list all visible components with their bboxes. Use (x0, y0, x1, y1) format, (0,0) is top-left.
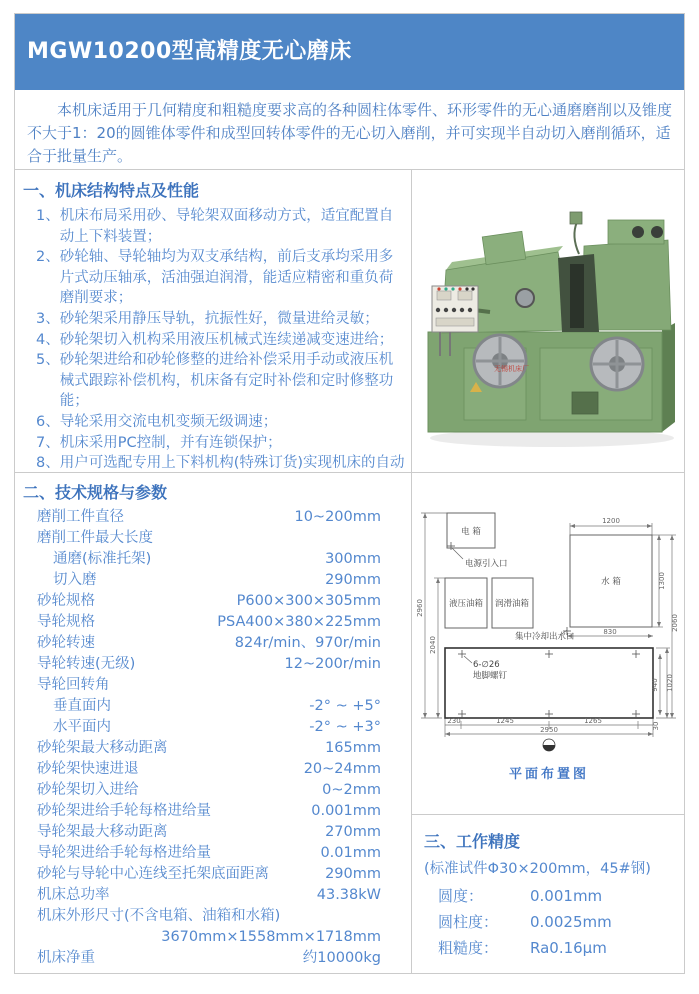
dim-1245: 1245 (496, 717, 514, 725)
spec-label: 导轮回转角 (37, 677, 110, 693)
spec-label: 机床外形尺寸(不含电箱、油箱和水箱) (37, 908, 281, 924)
spec-label: 砂轮转速 (37, 635, 95, 651)
feature-number: 4、 (36, 331, 60, 348)
spec-row (37, 549, 381, 570)
feature-text: 机床布局采用砂、导轮架双面移动方式，适宜配置自动上下料装置； (59, 208, 394, 245)
spec-row (37, 612, 381, 633)
document-page (14, 13, 685, 974)
accuracy-value: Ra0.16μm (530, 939, 607, 957)
spec-row (37, 507, 381, 528)
spec-value: 824r/min、970r/min (234, 635, 381, 651)
title-bar (15, 14, 684, 90)
spec-value: PSA400×380×225mm (217, 614, 381, 630)
features-heading: 一、机床结构特点及性能 (23, 181, 200, 200)
feature-text: 导轮采用交流电机变频无级调速； (59, 413, 278, 430)
machine-footprint (445, 648, 653, 718)
specs-table (23, 507, 411, 969)
dim-830: 830 (603, 628, 617, 636)
feature-item (23, 412, 405, 433)
dim-2960: 2960 (416, 599, 424, 617)
feature-number: 1、 (36, 208, 60, 224)
feature-text: 砂轮架切入机构采用液压机械式连续递减变速进给； (59, 331, 394, 348)
electric-box-label: 电 箱 (461, 527, 481, 537)
spec-row (37, 927, 381, 948)
accuracy-label: 粗糙度： (438, 939, 499, 957)
dim-2950: 2950 (540, 726, 558, 734)
spec-label: 磨削工件最大长度 (37, 530, 153, 546)
spec-label: 机床净重 (37, 950, 95, 966)
feature-item (23, 330, 405, 351)
spec-row (37, 654, 381, 675)
spec-label: 砂轮与导轮中心连线至托架底面距离 (37, 866, 269, 882)
feature-item (23, 309, 405, 330)
spec-value: 290mm (325, 572, 381, 588)
spec-row (37, 801, 381, 822)
feature-number: 8、 (36, 455, 60, 472)
dim-30: 30 (652, 721, 660, 731)
specs-section (15, 473, 412, 973)
feature-text: 机床采用PC控制，并有连锁保护； (59, 434, 282, 451)
spec-value: P600×300×305mm (236, 593, 381, 609)
spec-label: 导轮架最大移动距离 (37, 824, 168, 840)
feature-text: 砂轮轴、导轮轴均为双支承结构，前后支承均采用多片式动压轴承，活油强迫润滑，能适应精密和重负荷磨削要求； (59, 249, 394, 307)
brand-text: 无锡机床厂 (494, 365, 529, 373)
spec-row (37, 570, 381, 591)
page-title: MGW10200型高精度无心磨床 (27, 39, 352, 64)
machine-photo-cell (412, 170, 684, 473)
feature-text: 用户可选配专用上下料机构(特殊订货)实现机床的自动 (59, 455, 405, 472)
spec-value: 10~200mm (294, 509, 381, 525)
spec-label: 砂轮规格 (37, 593, 95, 609)
spec-row (37, 864, 381, 885)
spec-value: 165mm (325, 740, 381, 756)
accuracy-value: 0.0025mm (530, 913, 612, 931)
spec-label: 通磨(标准托架) (53, 551, 152, 567)
spec-label: 砂轮架进给手轮每格进给量 (37, 803, 211, 819)
spec-value: 0~2mm (322, 782, 381, 798)
accuracy-label: 圆度： (438, 887, 484, 905)
spec-label: 磨削工件直径 (37, 509, 124, 525)
dim-1200: 1200 (602, 517, 620, 525)
feature-number: 6、 (36, 413, 60, 430)
specs-heading: 二、技术规格与参数 (23, 483, 168, 502)
feature-number: 2、 (36, 249, 60, 266)
right-handwheel (591, 338, 643, 390)
accuracy-table (424, 883, 676, 961)
intro-section (15, 90, 684, 170)
spec-label: 砂轮架快速进退 (37, 761, 139, 777)
diagram-caption: 平面布置图 (508, 767, 590, 782)
spec-value: 0.01mm (320, 845, 381, 861)
dim-1020: 1020 (666, 674, 674, 692)
left-handwheel (474, 335, 526, 387)
feature-item (23, 433, 405, 454)
feature-text: 砂轮架采用静压导轨，抗振性好，微量进给灵敏； (59, 310, 379, 327)
anchor-spec-label: 6-∅26 (473, 660, 500, 670)
spec-value: 290mm (325, 866, 381, 882)
machine-photo (412, 170, 684, 473)
spec-row (37, 885, 381, 906)
feature-item (23, 350, 405, 412)
dim-2040: 2040 (429, 636, 437, 654)
spec-row (37, 948, 381, 969)
spec-value: 270mm (325, 824, 381, 840)
feature-text: 砂轮架进给和砂轮修整的进给补偿采用手动或液压机械式跟踪补偿机构，机床备有定时补偿和定时修整功能； (59, 352, 394, 410)
dim-230: 230 (447, 717, 461, 725)
feature-number: 5、 (36, 352, 60, 369)
power-inlet-label: 电源引入口 (465, 559, 508, 569)
spec-value: 约10000kg (302, 950, 381, 966)
spec-label: 导轮规格 (37, 614, 95, 630)
spec-value: -2° ~ +5° (309, 698, 381, 714)
feature-item (23, 453, 405, 473)
spec-row (37, 528, 381, 549)
feature-number: 3、 (36, 310, 60, 327)
spec-row (37, 633, 381, 654)
accuracy-label: 圆柱度： (438, 913, 499, 931)
accuracy-section (412, 815, 684, 973)
spec-label: 机床总功率 (37, 887, 110, 903)
accuracy-row (424, 883, 676, 909)
lube-tank-label: 润滑油箱 (494, 599, 530, 609)
accuracy-row (424, 909, 676, 935)
spec-label: 垂直面内 (53, 698, 111, 714)
anchor-name-label: 地脚螺钉 (473, 671, 508, 681)
spec-value: 0.001mm (311, 803, 381, 819)
spec-value: 20~24mm (303, 761, 381, 777)
spec-row (37, 738, 381, 759)
dim-1300: 1300 (658, 572, 666, 590)
spec-value (280, 906, 381, 927)
spec-row (37, 675, 381, 696)
accuracy-row (424, 935, 676, 961)
dim-2060: 2060 (671, 614, 679, 632)
spec-label: 导轮架进给手轮每格进给量 (37, 845, 211, 861)
feature-item (23, 247, 405, 309)
features-section (15, 170, 412, 473)
spec-row (37, 843, 381, 864)
intro-paragraph: 本机床适用于几何精度和粗糙度要求高的各种圆柱体零件、环形零件的无心通磨磨削以及锥度不大于1：20的圆锥体零件和成型回转体零件的无心切入磨削，并可实现半自动切入磨削循环，适合于批量生产。 (27, 101, 673, 165)
spec-row (37, 759, 381, 780)
water-tank-label: 水 箱 (601, 577, 621, 587)
spec-value: 300mm (325, 551, 381, 567)
spec-label: 砂轮架最大移动距离 (37, 740, 168, 756)
spec-label: 切入磨 (53, 572, 97, 588)
hydraulic-tank-label: 液压油箱 (448, 599, 484, 609)
dim-940: 940 (651, 678, 659, 692)
spec-row (37, 780, 381, 801)
spec-value: 12~200r/min (284, 656, 381, 672)
spec-row (37, 822, 381, 843)
coolant-outlet-label: 集中冷却出水口 (515, 632, 575, 642)
datum-symbol (543, 739, 555, 751)
spec-value: 43.38kW (316, 887, 381, 903)
spec-value (110, 675, 382, 696)
dim-1265: 1265 (584, 717, 602, 725)
floor-plan-diagram (412, 473, 684, 815)
features-list (23, 206, 405, 473)
floor-plan-cell (412, 473, 684, 815)
spec-label: 导轮转速(无级) (37, 656, 136, 672)
spec-label: 水平面内 (53, 719, 111, 735)
accuracy-note: (标准试件Φ30×200mm，45#钢) (424, 861, 651, 877)
spec-row (37, 906, 381, 927)
spec-value: -2° ~ +3° (309, 719, 381, 735)
accuracy-value: 0.001mm (530, 887, 603, 905)
spec-label: 砂轮架切入进给 (37, 782, 139, 798)
feature-number: 7、 (36, 434, 60, 451)
spec-row (37, 591, 381, 612)
feature-item (23, 206, 405, 247)
spec-row (37, 717, 381, 738)
spec-value: 3670mm×1558mm×1718mm (161, 929, 381, 945)
accuracy-heading: 三、工作精度 (424, 832, 521, 851)
spec-value (153, 528, 381, 549)
spec-row (37, 696, 381, 717)
